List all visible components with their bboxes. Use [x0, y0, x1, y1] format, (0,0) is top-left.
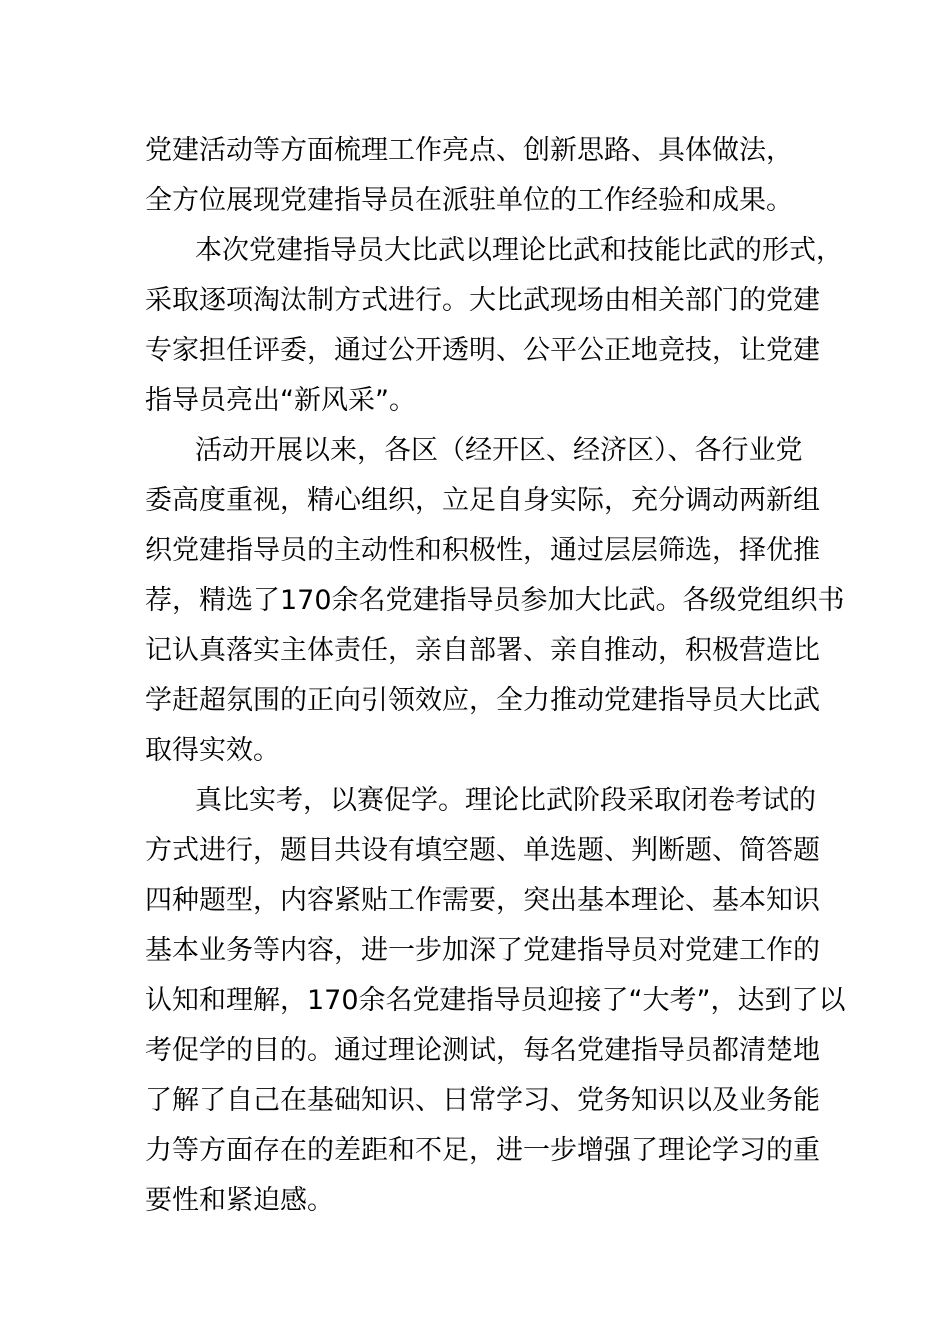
text-line: 织党建指导员的主动性和积极性，通过层层筛选，择优推 [145, 535, 820, 566]
text-line: 方式进行，题目共设有填空题、单选题、判断题、简答题 [145, 835, 820, 866]
text-line: 力等方面存在的差距和不足，进一步增强了理论学习的重 [145, 1135, 820, 1166]
text-line: 全方位展现党建指导员在派驻单位的工作经验和成果。 [145, 185, 793, 216]
text-line: 采取逐项淘汰制方式进行。大比武现场由相关部门的党建 [145, 285, 820, 316]
text-line: 指导员亮出“新风采”。 [145, 385, 416, 416]
text-line: 真比实考，以赛促学。理论比武阶段采取闭卷考试的 [195, 785, 816, 816]
text-line: 考促学的目的。通过理论测试，每名党建指导员都清楚地 [145, 1035, 820, 1066]
text-line: 记认真落实主体责任，亲自部署、亲自推动，积极营造比 [145, 635, 820, 666]
text-line: 基本业务等内容，进一步加深了党建指导员对党建工作的 [145, 935, 820, 966]
text-line: 了解了自己在基础知识、日常学习、党务知识以及业务能 [145, 1085, 820, 1116]
text-line: 委高度重视，精心组织，立足自身实际，充分调动两新组 [145, 485, 820, 516]
text-line: 学赶超氛围的正向引领效应，全力推动党建指导员大比武 [145, 685, 820, 716]
text-line: 活动开展以来，各区（经开区、经济区）、各行业党 [195, 435, 803, 466]
text-line: 本次党建指导员大比武以理论比武和技能比武的形式， [195, 235, 843, 266]
text-line: 专家担任评委，通过公开透明、公平公正地竞技，让党建 [145, 335, 820, 366]
text-line: 四种题型，内容紧贴工作需要，突出基本理论、基本知识 [145, 885, 820, 916]
text-line: 要性和紧迫感。 [145, 1185, 334, 1216]
text-line: 党建活动等方面梳理工作亮点、创新思路、具体做法， [145, 135, 793, 166]
text-line: 荐，精选了170余名党建指导员参加大比武。各级党组织书 [145, 585, 845, 616]
text-line: 取得实效。 [145, 735, 280, 766]
document-body [145, 126, 846, 1226]
text-line: 认知和理解，170余名党建指导员迎接了“大考”，达到了以 [145, 985, 846, 1016]
